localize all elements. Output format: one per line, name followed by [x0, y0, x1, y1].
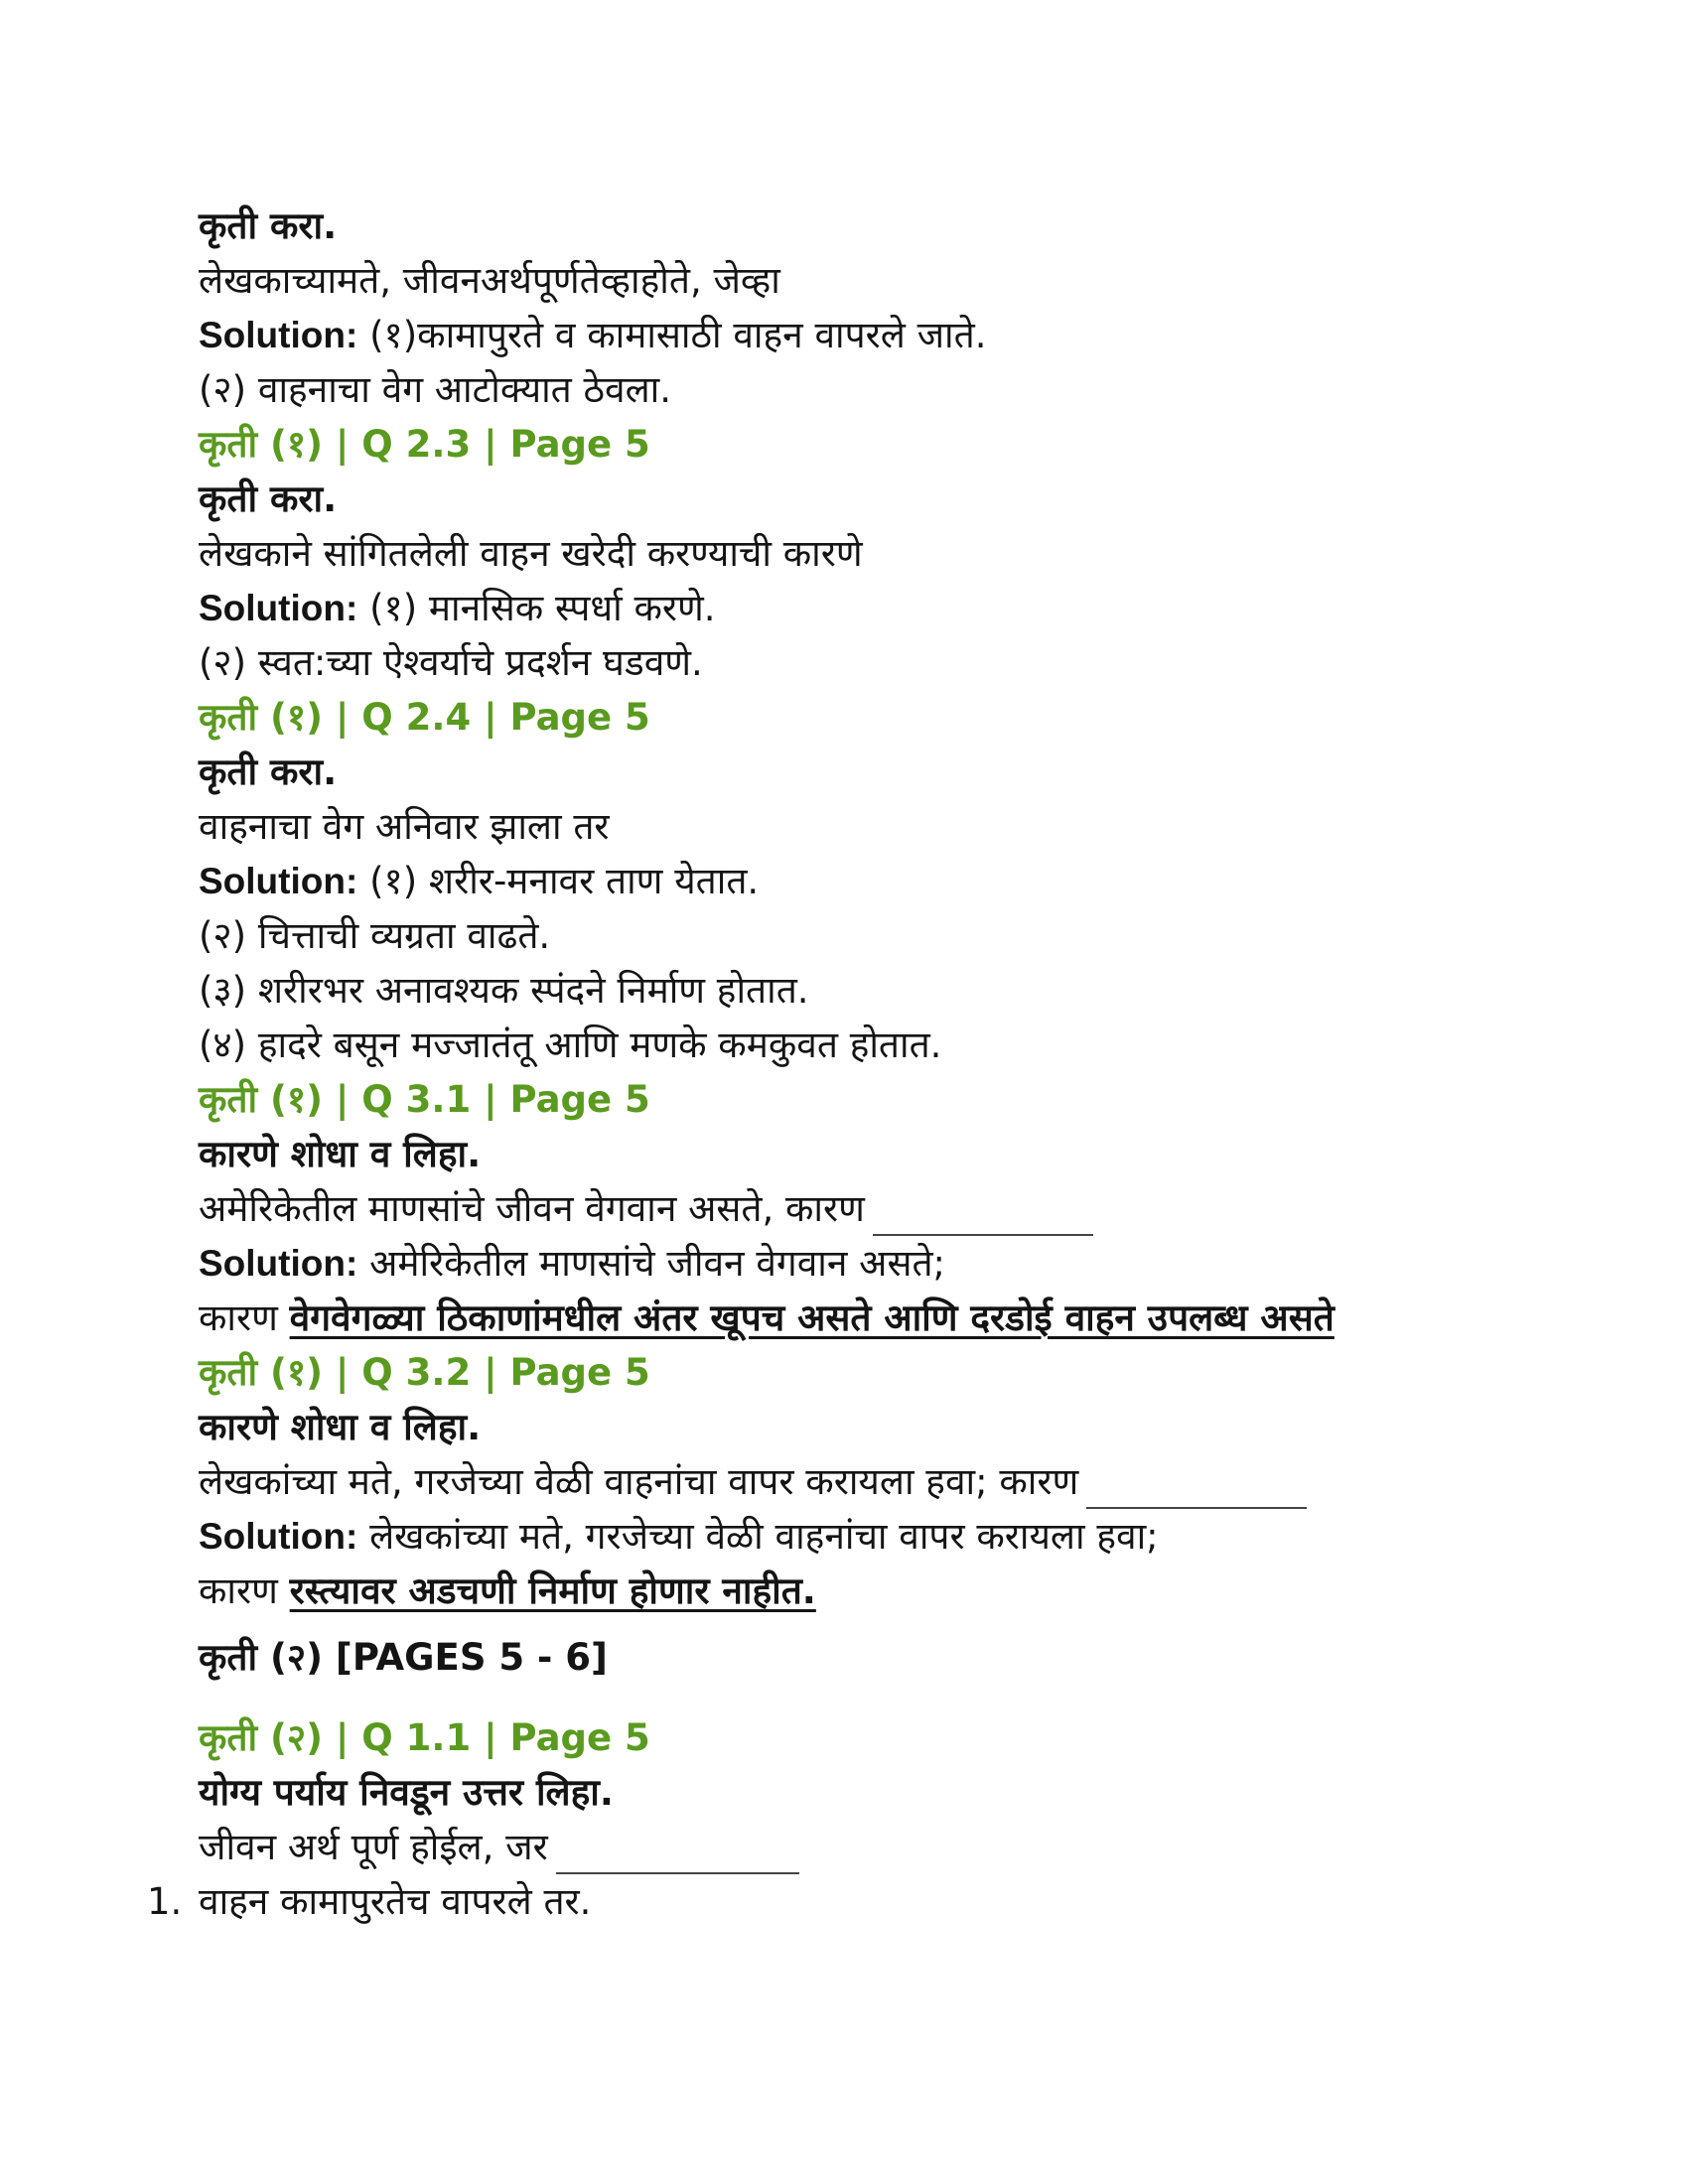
body-text-line: लेखकाने सांगितलेली वाहन खरेदी करण्याची कारणे: [199, 532, 863, 575]
question-text: लेखकांच्या मते, गरजेच्या वेळी वाहनांचा वापर करायला हवा; कारण: [199, 1460, 1079, 1503]
document-page: [147, 199, 1489, 1929]
body-text-line: (२) चित्ताची व्यग्रता वाढते.: [199, 914, 551, 957]
solution-line: [199, 854, 1489, 908]
solution-line: [199, 1509, 1489, 1564]
option-list-item: [147, 1874, 1489, 1929]
solution-text: अमेरिकेतील माणसांचे जीवन वेगवान असते;: [369, 1242, 946, 1285]
solution-label: Solution:: [199, 315, 358, 355]
answer-prefix: कारण: [199, 1297, 278, 1339]
solution-label: Solution:: [199, 1516, 358, 1557]
solution-line: [199, 581, 1489, 635]
solution-text: लेखकांच्या मते, गरजेच्या वेळी वाहनांचा वापर करायला हवा;: [369, 1515, 1159, 1558]
solution-line: [199, 1236, 1489, 1291]
body-text-line: (२) वाहनाचा वेग आटोक्यात ठेवला.: [199, 368, 672, 411]
solution-label: Solution:: [199, 588, 358, 628]
activity-heading: कृती करा.: [199, 751, 338, 793]
fill-in-question: [199, 1820, 1489, 1874]
question-reference: कृती (१) | Q 2.3 | Page 5: [199, 423, 650, 466]
answer-text: रस्त्यावर अडचणी निर्माण होणार नाहीत.: [289, 1570, 816, 1612]
solution-text: (१) मानसिक स्पर्धा करणे.: [369, 587, 716, 629]
answer-line: [199, 1564, 1489, 1618]
question-reference: कृती (२) | Q 1.1 | Page 5: [199, 1716, 650, 1759]
solution-text: (१) शरीर-मनावर ताण येतात.: [369, 860, 760, 902]
activity-heading: योग्य पर्याय निवडून उत्तर लिहा.: [199, 1771, 614, 1814]
body-text-line: वाहनाचा वेग अनिवार झाला तर: [199, 805, 610, 848]
body-text-line: लेखकाच्यामते, जीवनअर्थपूर्णतेव्हाहोते, जेव्हा: [199, 259, 780, 302]
question-reference: कृती (१) | Q 2.4 | Page 5: [199, 696, 650, 739]
activity-heading: कारणे शोधा व लिहा.: [199, 1406, 482, 1448]
solution-line: [199, 308, 1489, 362]
body-text-line: (३) शरीरभर अनावश्यक स्पंदने निर्माण होतात.: [199, 969, 809, 1012]
option-number: 1.: [147, 1880, 183, 1923]
answer-blank: [1086, 1467, 1307, 1509]
activity-heading: कारणे शोधा व लिहा.: [199, 1133, 482, 1175]
solution-label: Solution:: [199, 1243, 358, 1284]
fill-in-question: [199, 1454, 1489, 1509]
body-text-line: (२) स्वत:च्या ऐश्वर्याचे प्रदर्शन घडवणे.: [199, 641, 703, 684]
activity-heading: कृती करा.: [199, 478, 338, 520]
solution-label: Solution:: [199, 861, 358, 901]
answer-text: वेगवेगळ्या ठिकाणांमधील अंतर खूपच असते आणि दरडोई वाहन उपलब्ध असते: [289, 1297, 1335, 1339]
activity-heading: कृती करा.: [199, 205, 338, 247]
answer-line: [199, 1291, 1489, 1345]
option-text: वाहन कामापुरतेच वापरले तर.: [199, 1880, 592, 1923]
question-reference: कृती (१) | Q 3.2 | Page 5: [199, 1351, 650, 1394]
answer-blank: [873, 1194, 1093, 1236]
answer-prefix: कारण: [199, 1570, 278, 1612]
question-text: जीवन अर्थ पूर्ण होईल, जर: [199, 1826, 548, 1868]
question-reference: कृती (१) | Q 3.1 | Page 5: [199, 1078, 650, 1121]
question-text: अमेरिकेतील माणसांचे जीवन वेगवान असते, कारण: [199, 1187, 865, 1230]
solution-text: (१)कामापुरते व कामासाठी वाहन वापरले जाते.: [369, 314, 987, 356]
section-heading: कृती (२) [PAGES 5 - 6]: [199, 1636, 608, 1679]
fill-in-question: [199, 1181, 1489, 1236]
body-text-line: (४) हादरे बसून मज्जातंतू आणि मणके कमकुवत होतात.: [199, 1024, 942, 1066]
answer-blank: [556, 1833, 799, 1874]
